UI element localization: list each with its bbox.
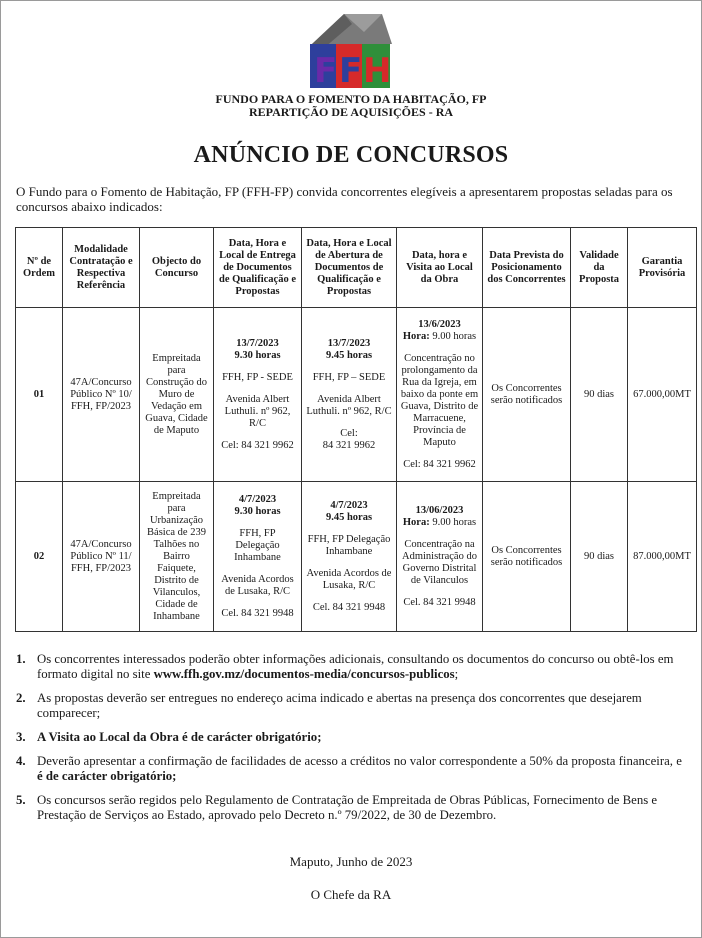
note-item — [16, 691, 686, 721]
note-item — [16, 793, 686, 823]
cell-opening — [302, 308, 397, 482]
org-name: FUNDO PARA O FOMENTO DA HABITAÇÃO, FP — [215, 92, 487, 106]
note-text: As propostas deverão ser entregues no endereço acima indicado e abertas na presença dos concorrentes que desejarem comparecer; — [37, 691, 642, 720]
note-emphasis: é de carácter obrigatório; — [37, 769, 177, 783]
visit-time-label: Hora: — [402, 330, 430, 342]
cell-order: 02 — [16, 482, 63, 632]
place-date: Maputo, Junho de 2023 — [289, 854, 413, 869]
opening-place: FFH, FP – SEDE — [312, 371, 386, 383]
note-tail: ; — [454, 667, 459, 681]
opening-date: 4/7/2023 — [330, 499, 368, 511]
opening-phone: 84 321 9962 — [322, 439, 376, 451]
delivery-time: 9.30 horas — [234, 505, 281, 517]
note-item — [16, 652, 686, 682]
cell-modality: 47A/Concurso Público Nº 10/ FFH, FP/2023 — [63, 308, 140, 482]
col-header-validity: Validade da Proposta — [571, 228, 628, 308]
visit-phone: Cel: 84 321 9962 — [403, 458, 476, 470]
signature-line: O Chefe da RA — [310, 887, 392, 902]
opening-address: Avenida Acordos de Lusaka, R/C — [306, 567, 392, 591]
note-text: A Visita ao Local da Obra é de carácter obrigatório; — [37, 730, 322, 744]
delivery-time: 9.30 horas — [234, 349, 281, 361]
visit-time-label: Hora: — [402, 516, 430, 528]
cell-guarantee: 67.000,00MT — [628, 308, 697, 482]
col-header-guarantee: Garantia Provisória — [628, 228, 697, 308]
cell-positioning: Os Concorrentes serão notificados — [483, 308, 571, 482]
svg-text:F: F — [314, 51, 338, 90]
note-number: 3. — [16, 730, 26, 744]
site-url: www.ffh.gov.mz/documentos-media/concursos-publicos — [153, 667, 455, 681]
visit-time: 9.00 horas — [432, 516, 477, 528]
cell-object: Empreitada para Urbanização Básica de 239 Talhões no Bairro Faiquete, Distrito de Vilanculos, Cidade de Inhambane — [140, 482, 214, 632]
svg-text:H: H — [363, 51, 392, 90]
col-header-object: Objecto do Concurso — [140, 228, 214, 308]
visit-time: 9.00 horas — [432, 330, 477, 342]
cell-visit — [397, 482, 483, 632]
note-number: 5. — [16, 793, 26, 807]
note-item — [16, 730, 686, 745]
note-text: Deverão apresentar a confirmação de facilidades de acesso a créditos no valor correspondente a 50% da proposta financeira, e — [37, 754, 682, 768]
note-number: 1. — [16, 652, 26, 666]
visit-phone: Cel. 84 321 9948 — [403, 596, 476, 608]
cell-order: 01 — [16, 308, 63, 482]
cell-modality: 47A/Concurso Público Nº 11/ FFH, FP/2023 — [63, 482, 140, 632]
col-header-delivery: Data, Hora e Local de Entrega de Documentos de Qualificação e Propostas — [214, 228, 302, 308]
ffh-logo — [304, 10, 396, 90]
delivery-address: Avenida Albert Luthuli. nº 962, R/C — [224, 393, 291, 429]
col-header-modality: Modalidade Contratação e Respectiva Referência — [63, 228, 140, 308]
delivery-place: FFH, FP Delegação Inhambane — [234, 527, 281, 563]
note-number: 2. — [16, 691, 26, 705]
page-title: ANÚNCIO DE CONCURSOS — [193, 142, 509, 168]
note-text: Os concursos serão regidos pelo Regulamento de Contratação de Empreitada de Obras Públicas, Fornecimento de Bens e Prestação de Serviços ao Estado, aprovado pelo Decreto n.º 79/2022, de 30 de Dezembro. — [37, 793, 658, 822]
col-header-visit: Data, hora e Visita ao Local da Obra — [397, 228, 483, 308]
table-row — [16, 482, 697, 632]
intro-paragraph: O Fundo para o Fomento de Habitação, FP (FFH-FP) convida concorrentes elegíveis a apresentarem propostas seladas para os concursos abaixo indicados: — [16, 184, 673, 214]
opening-time: 9.45 horas — [325, 349, 373, 361]
delivery-date: 4/7/2023 — [238, 493, 277, 505]
note-number: 4. — [16, 754, 26, 768]
opening-address: Avenida Albert Luthuli. nº 962, R/C — [306, 393, 392, 417]
col-header-opening: Data, Hora e Local de Abertura de Documentos de Qualificação e Propostas — [302, 228, 397, 308]
col-header-positioning: Data Prevista do Posicionamento dos Concorrentes — [483, 228, 571, 308]
delivery-place: FFH, FP - SEDE — [222, 371, 293, 383]
opening-date: 13/7/2023 — [327, 337, 371, 349]
delivery-phone: Cel: 84 321 9962 — [221, 439, 294, 451]
delivery-phone: Cel. 84 321 9948 — [221, 607, 294, 619]
tenders-table — [15, 227, 697, 632]
opening-time: 9.45 horas — [325, 511, 373, 523]
opening-phone-label: Cel: — [340, 427, 358, 439]
cell-delivery — [214, 308, 302, 482]
visit-date: 13/06/2023 — [415, 504, 464, 516]
visit-place: Concentração na Administração do Governo Distrital de Vilanculos — [402, 538, 477, 586]
cell-validity: 90 dias — [571, 482, 628, 632]
note-item — [16, 754, 686, 784]
col-header-order: Nº de Ordem — [16, 228, 63, 308]
note-text: Os concorrentes interessados poderão obter informações adicionais, consultando os documentos do concurso ou obtê-los em formato digital no site — [37, 652, 674, 681]
cell-validity: 90 dias — [571, 308, 628, 482]
cell-positioning: Os Concorrentes serão notificados — [483, 482, 571, 632]
cell-delivery — [214, 482, 302, 632]
cell-opening — [302, 482, 397, 632]
cell-visit — [397, 308, 483, 482]
opening-phone: Cel. 84 321 9948 — [312, 601, 386, 613]
cell-object: Empreitada para Construção do Muro de Vedação em Guava, Cidade de Maputo — [140, 308, 214, 482]
delivery-address: Avenida Acordos de Lusaka, R/C — [221, 573, 294, 597]
notes-list — [16, 652, 686, 832]
visit-place: Concentração no prolongamento da Rua da Igreja, em baixo da ponte em Guava, Distrito de Marracuene, Província de Maputo — [400, 352, 479, 448]
svg-text:F: F — [339, 51, 363, 90]
delivery-date: 13/7/2023 — [236, 337, 279, 349]
table-header-row — [16, 228, 697, 308]
visit-date: 13/6/2023 — [418, 318, 461, 330]
table-row — [16, 308, 697, 482]
opening-place: FFH, FP Delegação Inhambane — [307, 533, 391, 557]
department-name: REPARTIÇÃO DE AQUISIÇÕES - RA — [248, 105, 454, 119]
cell-guarantee: 87.000,00MT — [628, 482, 697, 632]
